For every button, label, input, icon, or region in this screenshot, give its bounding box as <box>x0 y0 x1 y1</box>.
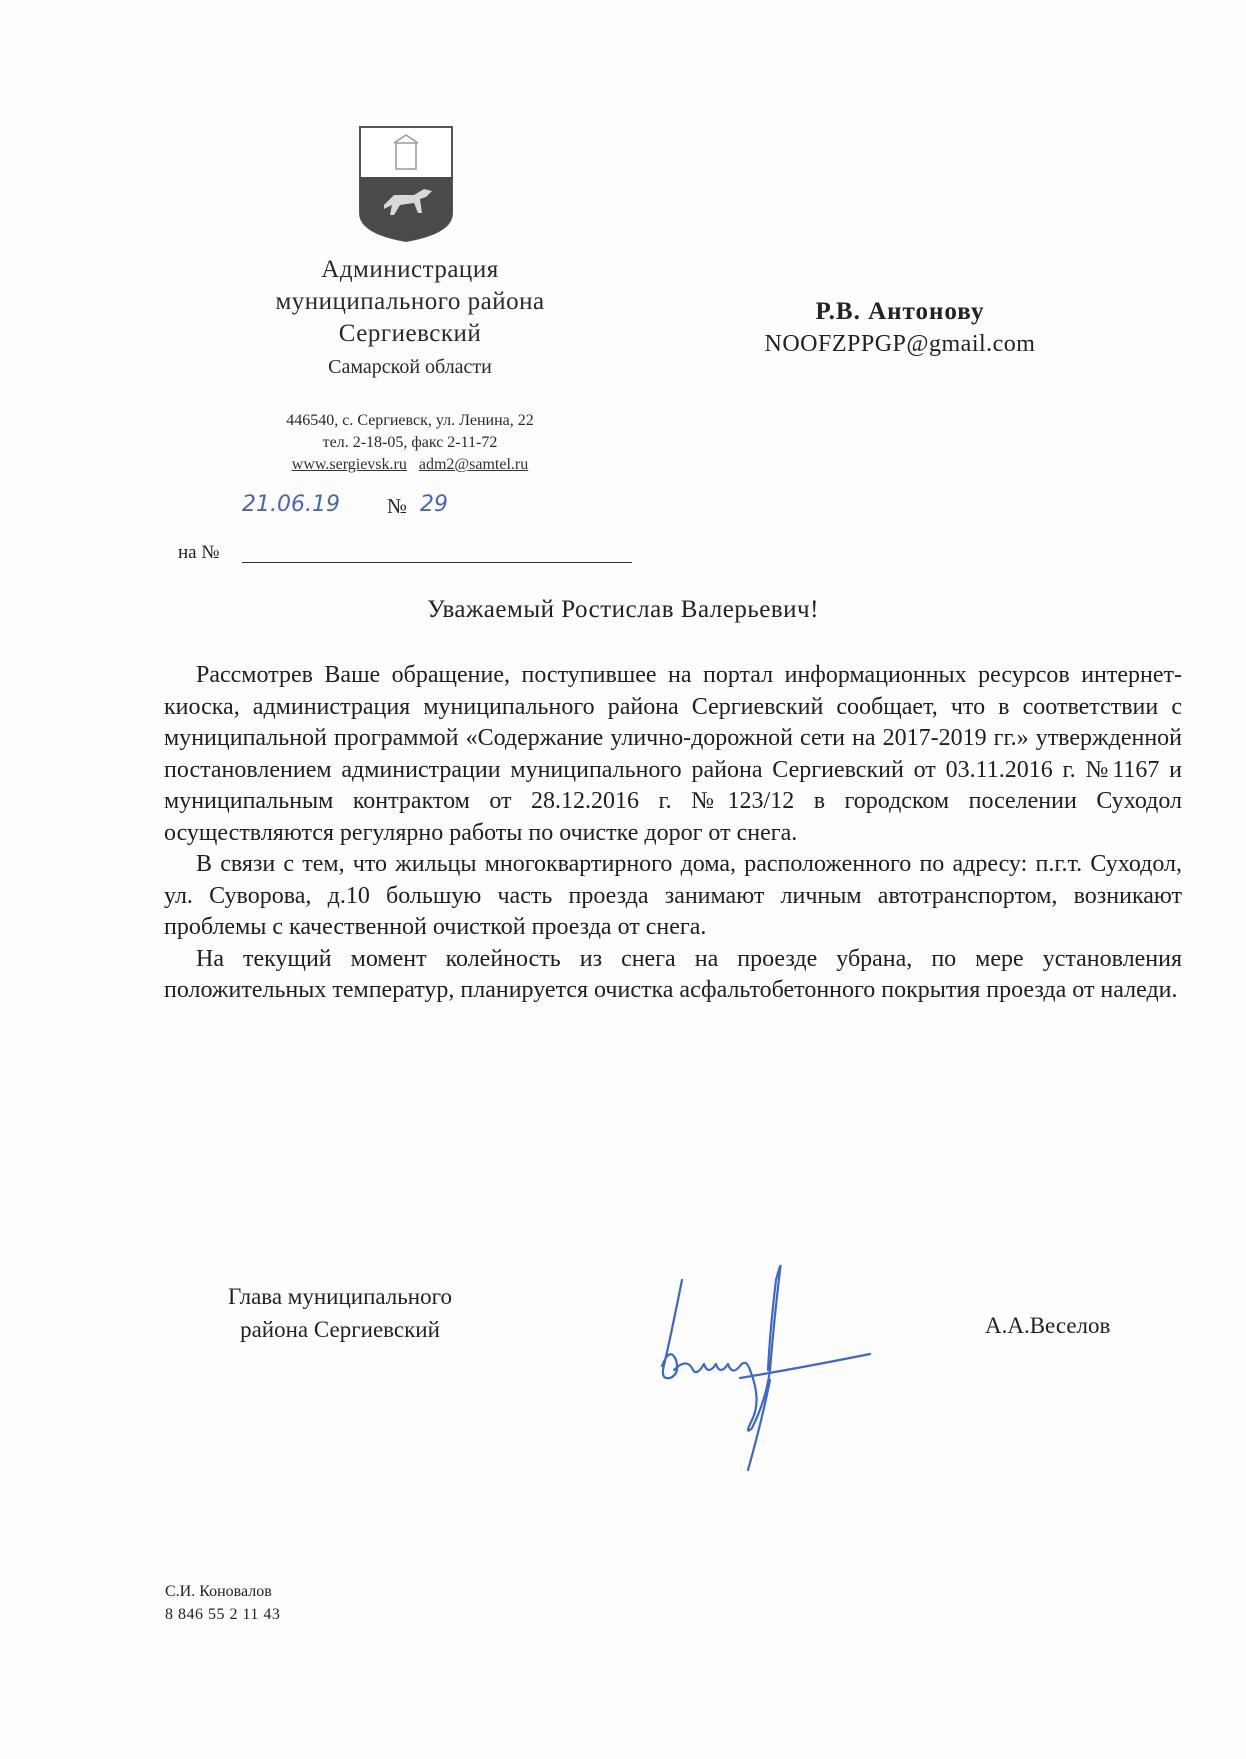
signer-position-line1: Глава муниципального <box>228 1284 452 1309</box>
body-paragraph-3: На текущий момент колейность из снега на проезде убрана, по мере установления положительных температур, планируется очистка асфальтобетонного покрытия проезда от наледи. <box>164 945 1182 1003</box>
org-phones: тел. 2-18-05, факс 2-11-72 <box>322 434 498 451</box>
org-region: Самарской области <box>328 356 492 378</box>
letter-body <box>164 660 1182 1007</box>
website-link[interactable]: www.sergievsk.ru <box>291 456 407 473</box>
recipient-block <box>720 296 1080 360</box>
handwritten-signature <box>630 1250 890 1480</box>
reply-reference <box>178 540 638 570</box>
outgoing-date: 21.06.19 <box>242 492 340 517</box>
org-web-line <box>210 454 610 476</box>
org-contacts <box>210 410 610 476</box>
org-name-line1: Администрация <box>321 256 499 283</box>
body-paragraph-2: В связи с тем, что жильцы многоквартирного дома, расположенного по адресу: п.г.т. Суходол, ул. Суворова, д.10 большую часть проезда занимают личным автотранспортом, возникают проблемы с качественной очисткой проезда от снега. <box>164 851 1182 940</box>
executor-name: С.И. Коновалов <box>165 1583 272 1600</box>
email-link[interactable]: adm2@samtel.ru <box>418 456 529 473</box>
outgoing-number: 29 <box>420 492 448 517</box>
body-paragraph-1: Рассмотрев Ваше обращение, поступившее на портал информационных ресурсов интернет-киоска, администрация муниципального района Сергиевский сообщает, что в соответствии с муниципальной программой «Содержание улично-дорожной сети на 2017-2019 гг.» утвержденной постановлением администрации муниципального района Сергиевский от 03.11.2016 г. №1167 и муниципальным контрактом от 28.12.2016 г. №123/12 в городском поселении Суходол осуществляются регулярно работы по очистке дорог от снега. <box>164 662 1182 846</box>
executor-phone: 8 846 55 2 11 43 <box>165 1606 281 1623</box>
reply-reference-label: на № <box>178 542 220 563</box>
executor-info <box>165 1580 280 1626</box>
org-name-line2: муниципального района <box>275 288 545 315</box>
signer-position-line2: района Сергиевский <box>240 1317 440 1342</box>
organization-header <box>210 254 610 476</box>
org-name-line3: Сергиевский <box>338 320 482 347</box>
coat-of-arms-icon <box>354 125 458 243</box>
signer-position <box>190 1280 490 1346</box>
recipient-name: Р.В. Антонову <box>815 298 985 325</box>
number-sign: № <box>387 494 408 518</box>
reply-reference-blank <box>242 562 632 563</box>
recipient-email: NOOFZPPGP@gmail.com <box>764 331 1036 357</box>
greeting: Уважаемый Ростислав Валерьевич! <box>427 596 819 623</box>
org-address: 446540, с. Сергиевск, ул. Ленина, 22 <box>286 412 534 429</box>
outgoing-registration <box>242 492 482 526</box>
signer-name: А.А.Веселов <box>985 1313 1111 1338</box>
